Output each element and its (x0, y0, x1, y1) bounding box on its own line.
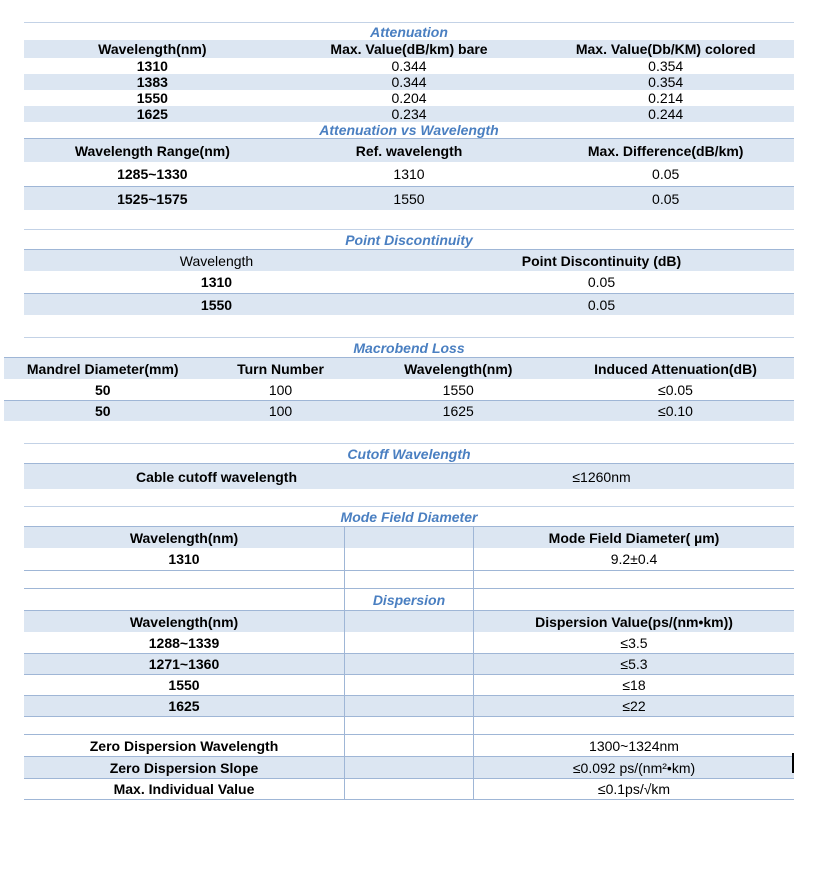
table-row: 1310 0.344 0.354 (136, 58, 684, 74)
table-row: 50 100 1625 ≤0.10 (4, 400, 794, 421)
dispersion-title: Dispersion (24, 588, 794, 610)
cutoff-row (24, 463, 794, 489)
attenuation-header (24, 40, 794, 58)
header-max-bare: Max. Value(dB/km) bare (330, 41, 488, 57)
cutoff-title: Cutoff Wavelength (24, 443, 794, 463)
macrobend-header: Mandrel Diameter(mm) Turn Number Wavelength(nm) Induced Attenuation(dB) (4, 357, 794, 379)
table-row: Max. Individual Value ≤0.1ps/√km (24, 778, 794, 800)
table-row: 1288~1339 ≤3.5 (24, 632, 794, 653)
header-wavelength: Wavelength(nm) (98, 41, 207, 57)
table-row: 1525~1575 1550 0.05 (24, 186, 794, 210)
macrobend-title: Macrobend Loss (24, 337, 794, 357)
table-row: 1550 0.05 (24, 293, 794, 315)
text-cursor (792, 753, 794, 773)
table-row: 1383 0.344 0.354 (24, 74, 794, 90)
spacer-row (24, 716, 794, 734)
attenuation-title: Attenuation (24, 22, 794, 40)
table-row: 1625 0.234 0.244 (24, 106, 794, 122)
att-vs-wl-title: Attenuation vs Wavelength (319, 122, 499, 138)
table-row: 1550 0.204 0.214 (136, 90, 684, 106)
table-row: 1550 ≤18 (24, 674, 794, 695)
cutoff-label: Cable cutoff wavelength (135, 468, 298, 485)
table-row: 1271~1360 ≤5.3 (24, 653, 794, 674)
table-row: Zero Dispersion Slope ≤0.092 ps/(nm²•km) (24, 756, 794, 778)
point-disc-title: Point Discontinuity (24, 229, 794, 249)
table-row: 1310 0.05 (200, 274, 616, 290)
spacer-row (24, 570, 794, 588)
spec-sheet (24, 22, 794, 800)
mfd-header: Wavelength(nm) Mode Field Diameter( µm) (24, 526, 794, 548)
table-row: 1285~1330 1310 0.05 (117, 166, 680, 182)
mfd-title: Mode Field Diameter (24, 506, 794, 526)
cutoff-value: ≤1260nm (572, 468, 631, 485)
table-row: Zero Dispersion Wavelength 1300~1324nm (24, 734, 794, 756)
dispersion-header: Wavelength(nm) Dispersion Value(ps/(nm•km)) (24, 610, 794, 632)
table-row: 50 100 1550 ≤0.05 (94, 381, 693, 398)
table-row: 1310 9.2±0.4 (24, 548, 794, 570)
table-row: 1625 ≤22 (24, 695, 794, 716)
header-max-colored: Max. Value(Db/KM) colored (575, 41, 756, 57)
point-disc-header: Wavelength Point Discontinuity (dB) (24, 249, 794, 271)
att-vs-wl-header: Wavelength Range(nm) Ref. wavelength Max. Difference(dB/km) (24, 138, 794, 162)
